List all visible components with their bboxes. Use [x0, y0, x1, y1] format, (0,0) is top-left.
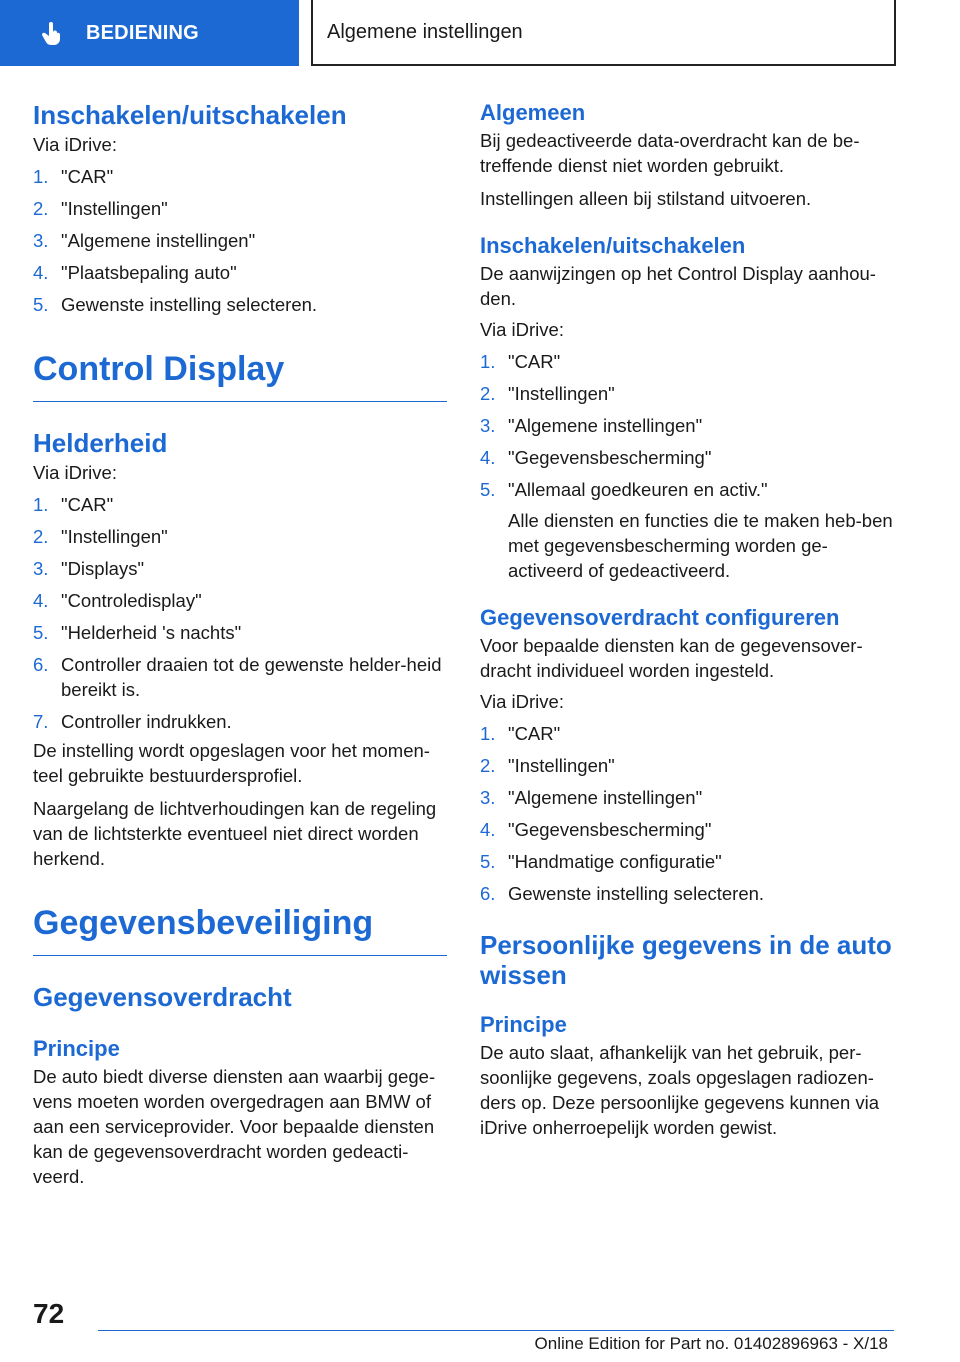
- list-item: [480, 445, 894, 470]
- step-text: "Algemene instellingen": [508, 787, 703, 808]
- subsection-heading: Algemeen: [480, 100, 586, 125]
- step-number: 1.: [33, 494, 49, 515]
- page-number: 72: [33, 1298, 65, 1329]
- list-item: [480, 753, 894, 778]
- step-number: 3.: [480, 787, 496, 808]
- step-number: 2.: [33, 526, 49, 547]
- list-item: [480, 349, 894, 374]
- body-paragraph: Naargelang de lichtverhoudingen kan de regeling van de lichtsterkte eventueel niet direct worden herkend.: [33, 798, 437, 869]
- step-number: 7.: [33, 711, 49, 732]
- list-item: [480, 817, 894, 842]
- body-paragraph: De auto slaat, afhankelijk van het gebruik, per‐soonlijke gegevens, zoals opgeslagen radiozen‐ders op. Deze persoonlijke gegevens kunnen via iDrive onherroepelijk worden gewist.: [480, 1042, 880, 1138]
- chapter-title: Algemene instellingen: [327, 20, 523, 43]
- step-text: "Algemene instellingen": [61, 230, 256, 251]
- list-item: [480, 721, 894, 746]
- step-text: "Gegevensbescherming": [508, 447, 712, 468]
- step-number: 4.: [480, 447, 496, 468]
- subsection-heading: Principe: [480, 1012, 567, 1037]
- step-number: 5.: [33, 622, 49, 643]
- chapter-heading: Control Display: [33, 347, 447, 402]
- step-text: "CAR": [508, 723, 561, 744]
- list-item: [33, 260, 447, 285]
- list-item: [33, 524, 447, 549]
- step-number: 2.: [480, 755, 496, 776]
- hand-touch-icon: [38, 19, 66, 47]
- body-paragraph: Bij gedeactiveerde data-overdracht kan de be‐treffende dienst niet worden gebruikt.: [480, 130, 860, 176]
- step-text: Gewenste instelling selecteren.: [508, 883, 765, 904]
- steps-list: [33, 492, 447, 734]
- step-number: 5.: [33, 294, 49, 315]
- body-paragraph: De aanwijzingen op het Control Display aanhou‐den.: [480, 263, 876, 309]
- step-text: "Gegevensbescherming": [508, 819, 712, 840]
- intro-text: Via iDrive:: [480, 319, 564, 340]
- step-text: "Instellingen": [508, 383, 615, 404]
- section-heading: Gegevensoverdracht: [33, 982, 292, 1012]
- steps-list: [33, 164, 447, 317]
- chapter-heading: Gegevensbeveiliging: [33, 901, 447, 956]
- step-number: 3.: [480, 415, 496, 436]
- list-item: [480, 785, 894, 810]
- step-number: 3.: [33, 558, 49, 579]
- step-text: "Instellingen": [61, 198, 168, 219]
- section-heading: Helderheid: [33, 428, 168, 458]
- step-text: Controller indrukken.: [61, 711, 232, 732]
- step-number: 4.: [33, 262, 49, 283]
- subsection-heading: Inschakelen/uitschakelen: [480, 233, 746, 258]
- subsection-heading: Gegevensoverdracht configureren: [480, 605, 840, 630]
- list-item: [480, 381, 894, 406]
- right-column: [480, 98, 894, 1140]
- chapter-tab[interactable]: [311, 0, 896, 66]
- step-text: "Controledisplay": [61, 590, 202, 611]
- step-number: 1.: [480, 723, 496, 744]
- list-item: [33, 709, 447, 734]
- footer-divider: [98, 1330, 894, 1331]
- step-number: 5.: [480, 479, 496, 500]
- step-number: 3.: [33, 230, 49, 251]
- section-tab[interactable]: [0, 0, 299, 66]
- intro-text: Via iDrive:: [480, 691, 564, 712]
- step-number: 1.: [480, 351, 496, 372]
- step-text: "CAR": [61, 494, 114, 515]
- step-number: 6.: [33, 654, 49, 675]
- body-paragraph: De instelling wordt opgeslagen voor het momen‐teel gebruikte bestuurdersprofiel.: [33, 740, 430, 786]
- list-item: [33, 292, 447, 317]
- step-number: 1.: [33, 166, 49, 187]
- list-item: [33, 652, 447, 702]
- subsection-heading: Principe: [33, 1036, 120, 1061]
- body-paragraph: De auto biedt diverse diensten aan waarbij gege‐vens moeten worden overgedragen aan BMW of aan een serviceprovider. Voor bepaalde diensten kan de gegevensoverdracht worden gedeacti‐veerd.: [33, 1066, 436, 1187]
- steps-list: [480, 721, 894, 906]
- section-heading: Inschakelen/uitschakelen: [33, 100, 347, 130]
- step-number: 2.: [480, 383, 496, 404]
- list-item: [33, 164, 447, 189]
- step-text: "Instellingen": [508, 755, 615, 776]
- step-text: "CAR": [508, 351, 561, 372]
- body-paragraph: Voor bepaalde diensten kan de gegevensover‐dracht individueel worden ingesteld.: [480, 635, 863, 681]
- step-text: Controller draaien tot de gewenste helder‐heid bereikt is.: [61, 654, 442, 700]
- body-paragraph: Instellingen alleen bij stilstand uitvoeren.: [480, 188, 812, 209]
- section-label: BEDIENING: [86, 21, 199, 44]
- list-item: [480, 477, 894, 583]
- list-item: [33, 556, 447, 581]
- list-item: [480, 849, 894, 874]
- list-item: [480, 413, 894, 438]
- list-item: [33, 196, 447, 221]
- list-item: [33, 588, 447, 613]
- step-text: "Plaatsbepaling auto": [61, 262, 237, 283]
- step-number: 5.: [480, 851, 496, 872]
- list-item: [33, 620, 447, 645]
- list-item: [33, 228, 447, 253]
- list-item: [33, 492, 447, 517]
- page-header: [0, 0, 960, 66]
- list-item: [480, 881, 894, 906]
- intro-text: Via iDrive:: [33, 134, 117, 155]
- step-text: "Allemaal goedkeuren en activ.": [508, 479, 768, 500]
- step-text: "Algemene instellingen": [508, 415, 703, 436]
- step-number: 4.: [33, 590, 49, 611]
- step-text: "Instellingen": [61, 526, 168, 547]
- step-text: "Displays": [61, 558, 145, 579]
- steps-list: [480, 349, 894, 583]
- edition-text: Online Edition for Part no. 01402896963 - X/18: [534, 1334, 888, 1353]
- step-text: "CAR": [61, 166, 114, 187]
- step-text: "Helderheid 's nachts": [61, 622, 242, 643]
- section-heading: Persoonlijke gegevens in de auto wissen: [480, 930, 892, 990]
- step-note: Alle diensten en functies die te maken heb‐ben met gegevensbescherming worden ge‐activeerd of gedeactiveerd.: [508, 510, 893, 581]
- step-number: 2.: [33, 198, 49, 219]
- step-number: 4.: [480, 819, 496, 840]
- step-text: Gewenste instelling selecteren.: [61, 294, 318, 315]
- step-number: 6.: [480, 883, 496, 904]
- left-column: [33, 98, 447, 1189]
- step-text: "Handmatige configuratie": [508, 851, 722, 872]
- intro-text: Via iDrive:: [33, 462, 117, 483]
